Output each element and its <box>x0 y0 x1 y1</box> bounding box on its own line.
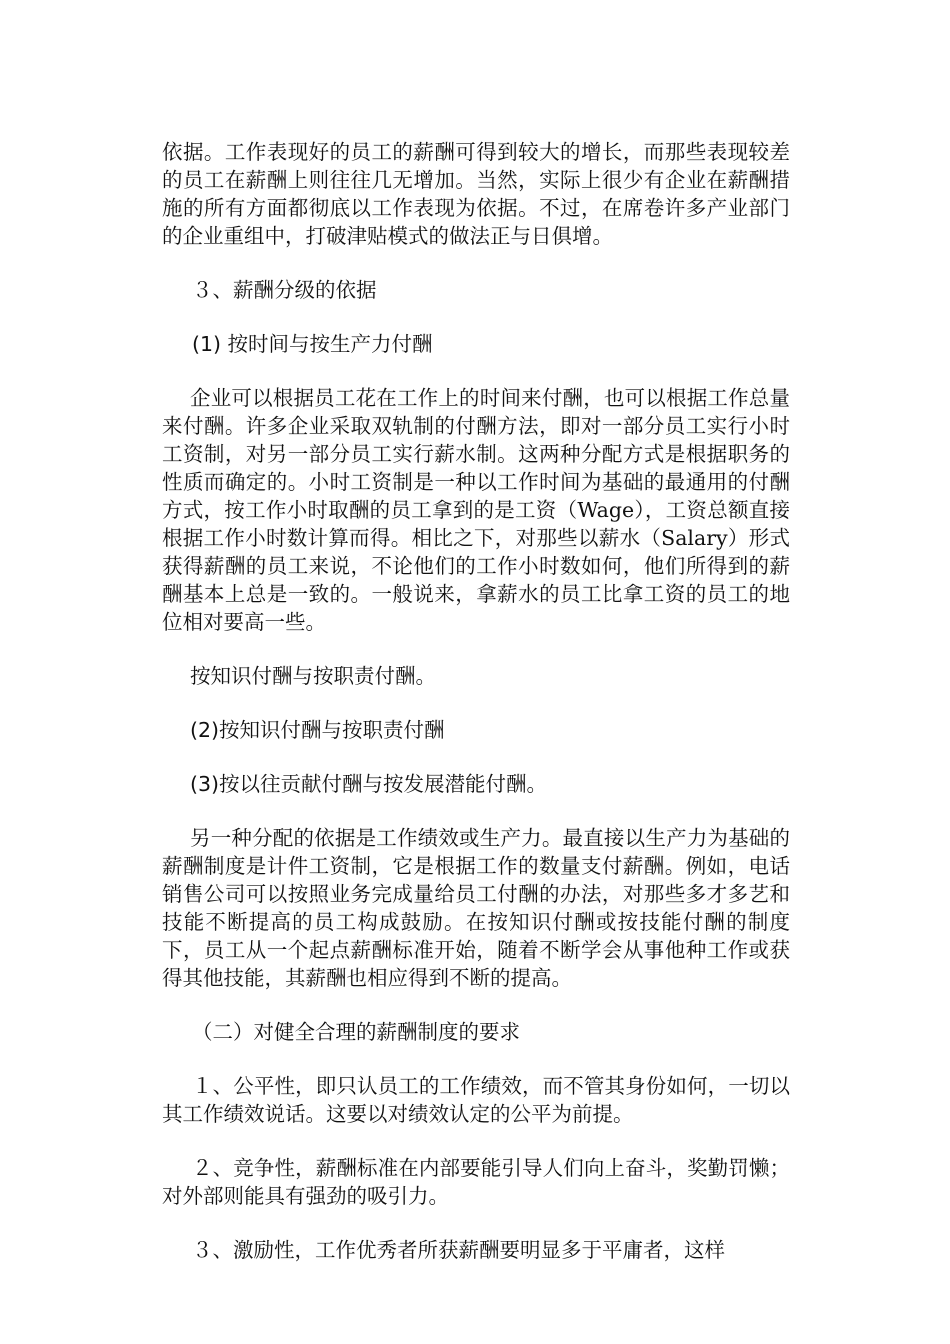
paragraph-productivity-based-pay: 另一种分配的依据是工作绩效或生产力。最直接以生产力为基础的薪酬制度是计件工资制，它是根据工作的数量支付薪酬。例如，电话销售公司可以按照业务完成量给员工付酬的办法，对那些多才多艺和技能不断提高的员工构成鼓励。在按知识付酬或按技能付酬的制度下，员工从一个起点薪酬标准开始，随着不断学会从事他种工作或获得其他技能，其薪酬也相应得到不断的提高。 <box>162 826 790 990</box>
subheading-time-vs-productivity: (1) 按时间与按生产力付酬 <box>192 332 433 356</box>
document-page <box>162 138 790 1290</box>
list-item-competitiveness: ２、竞争性，薪酬标准在内部要能引导人们向上奋斗，奖勤罚懒；对外部则能具有强劲的吸引力。 <box>162 1156 790 1208</box>
section-heading-requirements: （二）对健全合理的薪酬制度的要求 <box>192 1020 520 1044</box>
paragraph-time-based-pay: 企业可以根据员工花在工作上的时间来付酬，也可以根据工作总量来付酬。许多企业采取双轨制的付酬方法，即对一部分员工实行小时工资制，对另一部分员工实行薪水制。这两种分配方式是根据职务的性质而确定的。小时工资制是一种以工作时间为基础的最通用的付酬方式，按工作小时取酬的员工拿到的是工资（Wage），工资总额直接根据工作小时数计算而得。相比之下，对那些以薪水（Salary）形式获得薪酬的员工来说，不论他们的工作小时数如何，他们所得到的薪酬基本上总是一致的。一般说来，拿薪水的员工比拿工资的员工的地位相对要高一些。 <box>162 386 790 634</box>
list-item-fairness: １、公平性，即只认员工的工作绩效，而不管其身份如何，一切以其工作绩效说话。这要以对绩效认定的公平为前提。 <box>162 1074 790 1126</box>
subheading-knowledge-vs-duty: (2)按知识付酬与按职责付酬 <box>190 718 445 742</box>
paragraph-continuation: 依据。工作表现好的员工的薪酬可得到较大的增长，而那些表现较差的员工在薪酬上则往往几无增加。当然，实际上很少有企业在薪酬措施的所有方面都彻底以工作表现为依据。不过，在席卷许多产业部门的企业重组中，打破津贴模式的做法正与日俱增。 <box>162 140 790 248</box>
list-item-motivation: ３、激励性，工作优秀者所获薪酬要明显多于平庸者，这样 <box>192 1238 725 1262</box>
subheading-contribution-vs-potential: (3)按以往贡献付酬与按发展潜能付酬。 <box>190 772 548 796</box>
paragraph-knowledge-vs-duty: 按知识付酬与按职责付酬。 <box>190 664 436 688</box>
section-heading-pay-grade-basis: ３、薪酬分级的依据 <box>192 278 377 302</box>
